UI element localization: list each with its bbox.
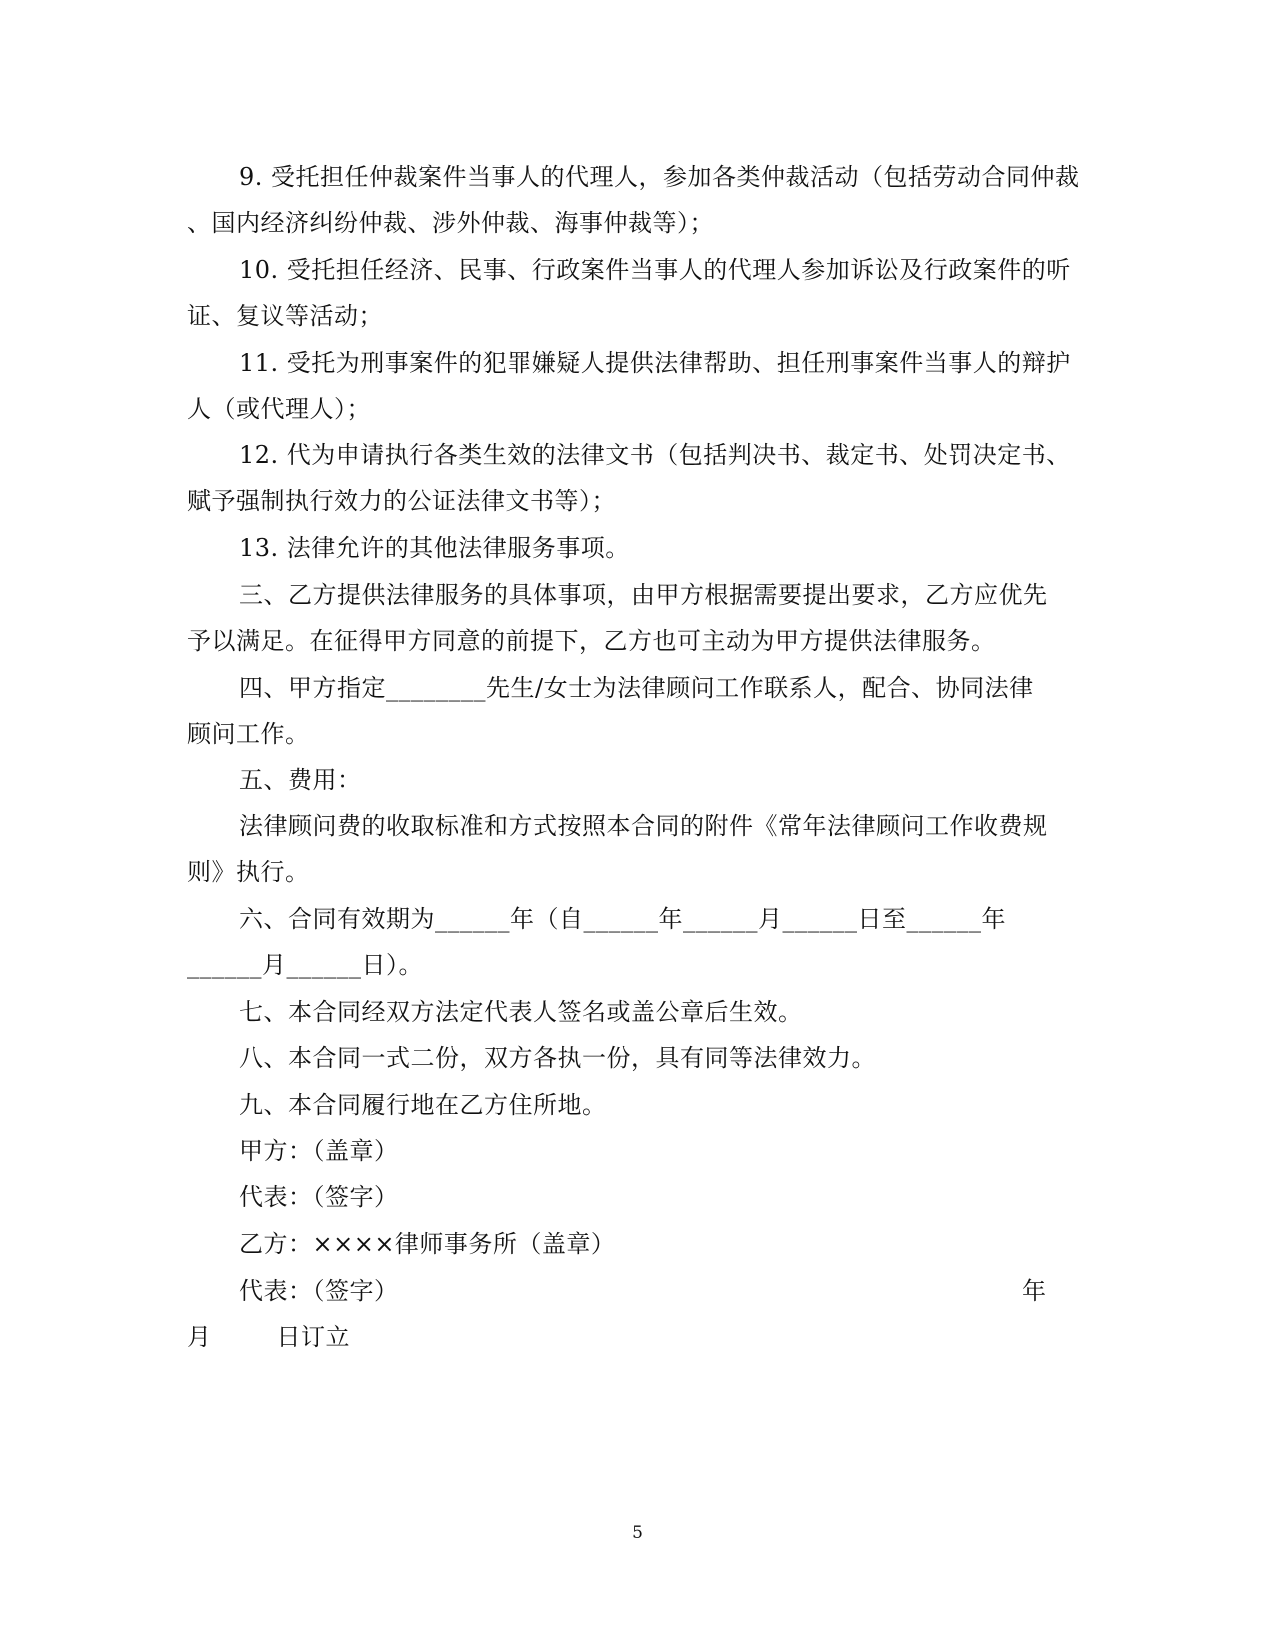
clause-10-line-1: 10. 受托担任经济、民事、行政案件当事人的代理人参加诉讼及行政案件的听 <box>239 256 1071 284</box>
section-3-line-1: 三、乙方提供法律服务的具体事项，由甲方根据需要提出要求，乙方应优先 <box>239 581 1048 609</box>
section-4-line-2: 顾问工作。 <box>187 720 310 748</box>
section-6-line-1: 六、合同有效期为______年（自______年______月______日至______年 <box>239 905 1006 933</box>
clause-13-line: 13. 法律允许的其他法律服务事项。 <box>239 534 630 562</box>
section-8-line: 八、本合同一式二份，双方各执一份，具有同等法律效力。 <box>239 1044 876 1072</box>
fees-line-2: 则》执行。 <box>187 858 310 886</box>
clause-12-line-2: 赋予强制执行效力的公证法律文书等）； <box>187 487 616 515</box>
party-b-representative-line: 代表：（签字） <box>239 1277 399 1305</box>
clause-10-line-2: 证、复议等活动； <box>187 302 383 330</box>
page-number: 5 <box>632 1523 643 1543</box>
fees-line-1: 法律顾问费的收取标准和方式按照本合同的附件《常年法律顾问工作收费规 <box>239 812 1048 840</box>
section-5-heading: 五、费用： <box>239 766 362 794</box>
clause-11-line-2: 人（或代理人）； <box>187 395 371 423</box>
section-6-line-2: ______月______日）。 <box>187 951 423 979</box>
section-4-line-1: 四、甲方指定________先生/女士为法律顾问工作联系人，配合、协同法律 <box>239 674 1034 702</box>
date-month-day-line: 月 日订立 <box>187 1323 351 1351</box>
clause-9-line-1: 9. 受托担任仲裁案件当事人的代理人，参加各类仲裁活动（包括劳动合同仲裁 <box>239 163 1080 191</box>
date-year-label: 年 <box>1022 1277 1047 1305</box>
section-3-line-2: 予以满足。在征得甲方同意的前提下，乙方也可主动为甲方提供法律服务。 <box>187 627 996 655</box>
clause-12-line-1: 12. 代为申请执行各类生效的法律文书（包括判决书、裁定书、处罚决定书、 <box>239 441 1071 469</box>
clause-9-line-2: 、国内经济纠纷仲裁、涉外仲裁、海事仲裁等）； <box>187 209 714 237</box>
section-7-line: 七、本合同经双方法定代表人签名或盖公章后生效。 <box>239 998 803 1026</box>
party-a-representative-line: 代表：（签字） <box>239 1183 399 1211</box>
party-a-seal-line: 甲方：（盖章） <box>239 1137 399 1165</box>
party-b-seal-line: 乙方：××××律师事务所（盖章） <box>239 1230 616 1258</box>
clause-11-line-1: 11. 受托为刑事案件的犯罪嫌疑人提供法律帮助、担任刑事案件当事人的辩护 <box>239 349 1071 377</box>
section-9-line: 九、本合同履行地在乙方住所地。 <box>239 1091 607 1119</box>
